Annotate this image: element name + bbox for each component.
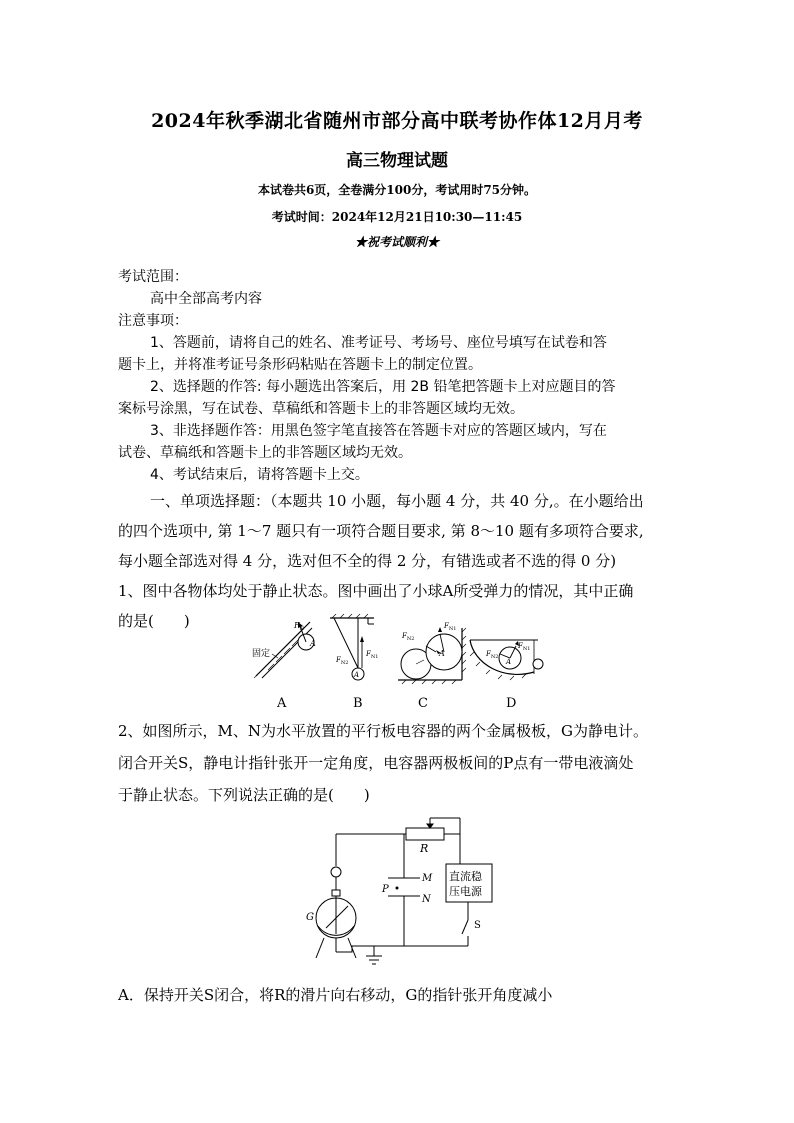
scope-content: 高中全部高考内容 (150, 291, 262, 307)
q1-stem-line1: 1、图中各物体均处于静止状态。图中画出了小球A所受弹力的情况，其中正确 (118, 582, 634, 600)
notice-item-1-line1: 1、答题前，请将自己的姓名、准考证号、考场号、座位号填写在试卷和答 (150, 335, 607, 351)
section1-line3: 每小题全部选对得 4 分，选对但不全的得 2 分，有错选或者不选的得 0 分) (118, 552, 617, 570)
q1-option-a: A (277, 696, 287, 711)
label-g: G (306, 912, 314, 923)
notice-item-1-line2: 题卡上，并将准考证号条形码粘贴在答题卡上的制定位置。 (118, 357, 482, 373)
exam-motto: ★祝考试顺利★ (354, 235, 439, 249)
svg-text:A: A (310, 639, 316, 648)
svg-text:A: A (439, 649, 445, 658)
supply-label-line1: 直流稳 (449, 870, 482, 883)
q2-option-a: A．保持开关S闭合，将R的滑片向右移动，G的指针张开角度减小 (118, 986, 553, 1004)
svg-text:A: A (506, 658, 512, 666)
svg-text:A: A (354, 671, 360, 679)
q1-figure-b (330, 614, 378, 680)
section1-line2: 的四个选项中, 第 1～7 题只有一项符合题目要求, 第 8～10 题有多项符合要求, (118, 522, 644, 540)
exam-subtitle: 高三物理试题 (346, 151, 448, 171)
q1-figure (248, 612, 548, 718)
notice-item-4: 4、考试结束后，请将答题卡上交。 (150, 467, 369, 483)
scope-label: 考试范围： (118, 269, 188, 285)
q2-stem-line1: 2、如图所示，M、N为水平放置的平行板电容器的两个金属极板，G为静电计。 (118, 722, 649, 740)
section1-line1: 一、单项选择题：（本题共 10 小题，每小题 4 分，共 40 分,。在小题给出 (150, 492, 644, 510)
q1-option-b: B (353, 696, 363, 711)
svg-text:FN2: $F_{N2}$ (486, 650, 499, 660)
q1-figure-c (398, 622, 466, 684)
q1-option-d: D (506, 696, 517, 711)
label-n: N (422, 894, 431, 905)
notice-item-2-line1: 2、选择题的作答: 每小题选出答案后，用 2B 铅笔把答题卡上对应题目的答 (150, 379, 616, 395)
svg-text:FN2: $F_{N2}$ (336, 656, 349, 666)
exam-info-time: 考试时间：2024年12月21日10:30—11:45 (271, 210, 523, 224)
supply-label-line2: 压电源 (449, 885, 482, 898)
label-p: P (382, 884, 389, 895)
q1-a-fixed-label: 固定 (252, 649, 271, 659)
exam-info-pages: 本试卷共6页，全卷满分100分，考试用时75分钟。 (257, 183, 537, 197)
notice-item-2-line2: 案标号涂黑，写在试卷、草稿纸和答题卡上的非答题区域均无效。 (118, 401, 524, 417)
q1-option-c: C (418, 696, 428, 711)
resistor-r (406, 828, 444, 840)
svg-text:FN2: $F_{N2}$ (402, 632, 415, 642)
svg-text:FN1: $F_{N1}$ (444, 622, 457, 632)
label-r: R (420, 842, 429, 855)
q2-circuit-figure (296, 812, 516, 974)
label-m: M (422, 873, 433, 884)
q1-figure-a (252, 621, 316, 678)
label-s: S (474, 920, 481, 931)
q2-stem-line3: 于静止状态。下列说法正确的是( ) (118, 786, 370, 804)
exam-title: 2024年秋季湖北省随州市部分高中联考协作体12月月考 (151, 110, 643, 132)
svg-text:FN1: $F_{N1}$ (518, 642, 531, 652)
notice-item-3-line1: 3、非选择题作答：用黑色签字笔直接答在答题卡对应的答题区域内，写在 (150, 423, 607, 439)
q1-stem-line2: 的是( ) (118, 612, 190, 630)
notice-item-3-line2: 试卷、草稿纸和答题卡上的非答题区域均无效。 (118, 445, 412, 461)
q2-stem-line2: 闭合开关S，静电计指针张开一定角度，电容器两极板间的P点有一带电液滴处 (118, 754, 634, 772)
notice-label: 注意事项： (118, 313, 188, 329)
q1-a-fn: $F_N$ (294, 621, 304, 632)
q1-figure-d (470, 640, 543, 680)
svg-text:FN1: $F_{N1}$ (366, 650, 379, 660)
